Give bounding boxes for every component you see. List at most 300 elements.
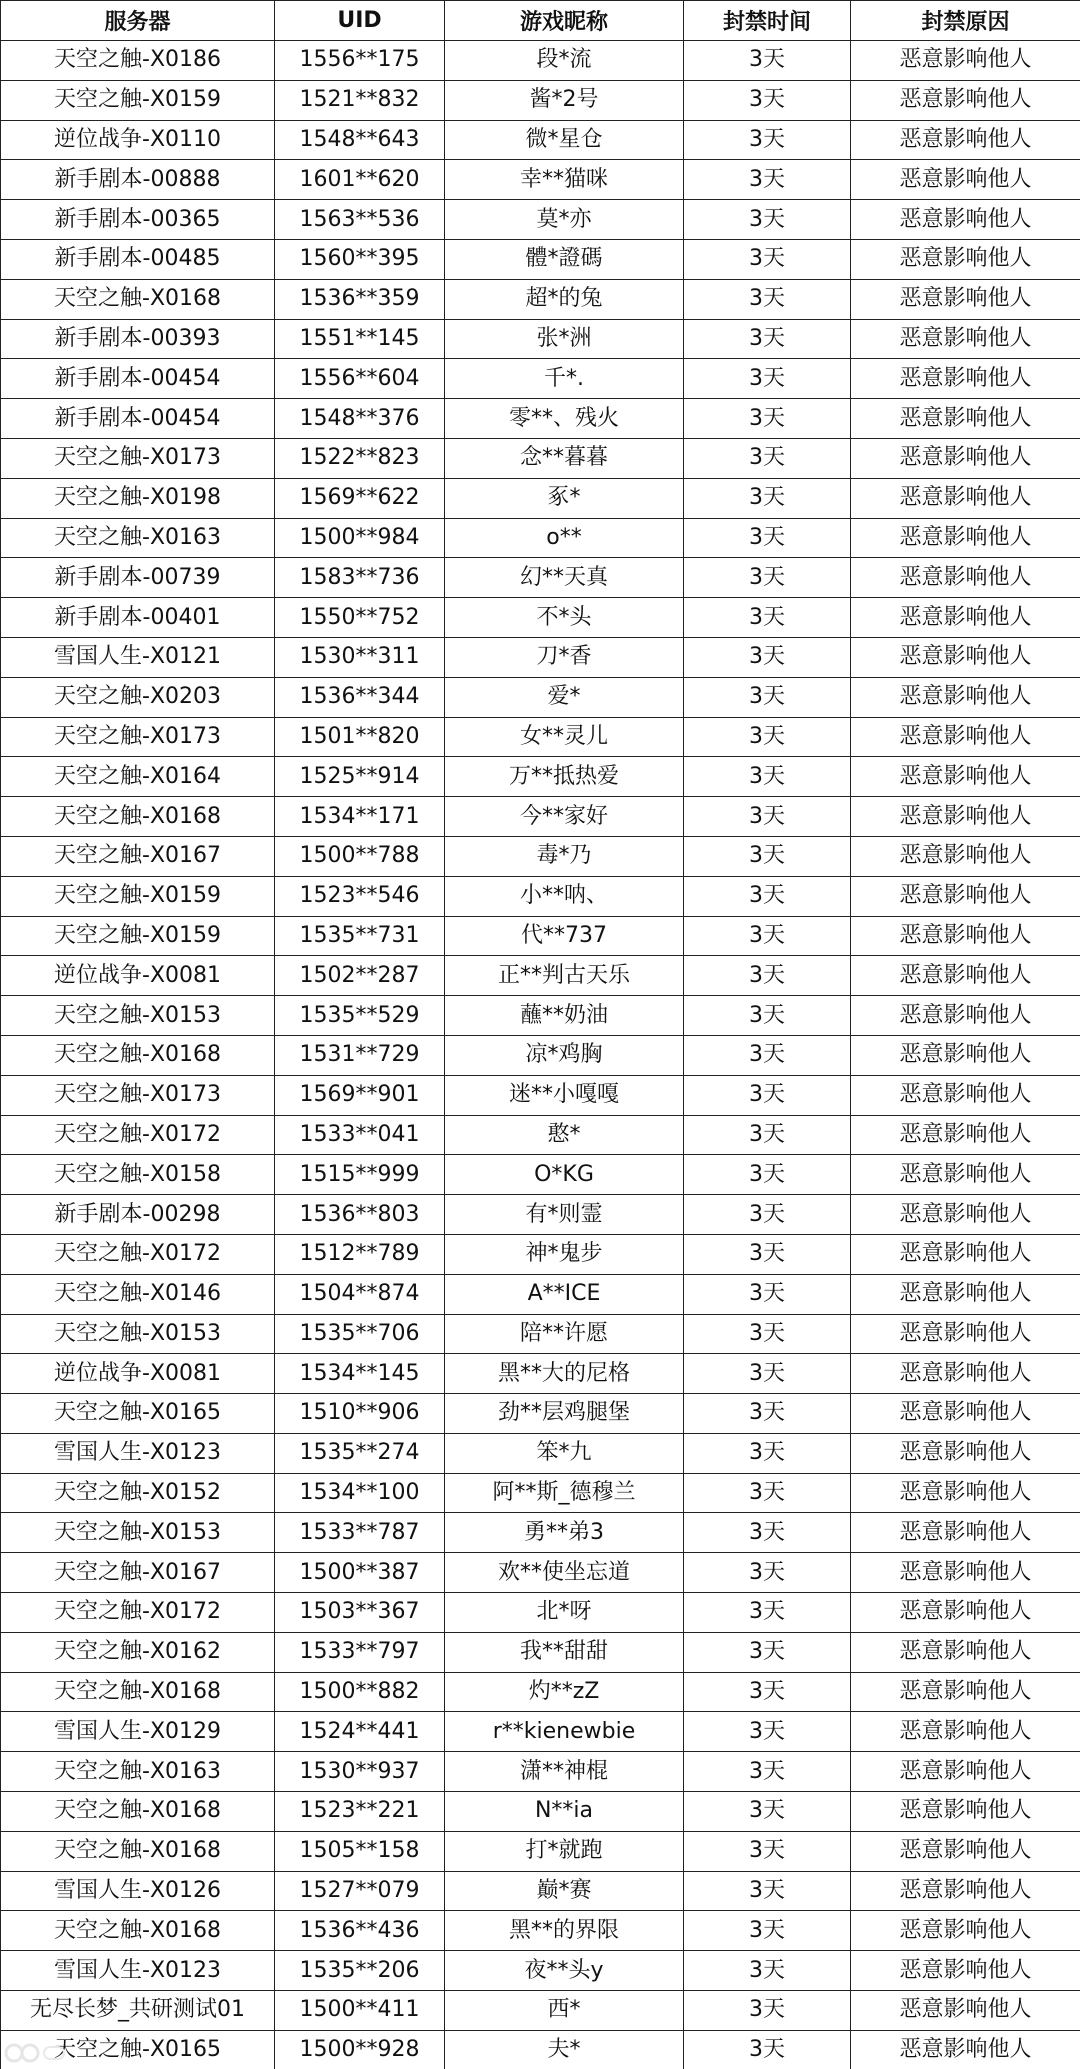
table-row: [1, 1871, 1080, 1911]
cell-ban-duration: 3天: [684, 916, 851, 956]
cell-server: 天空之触-X0164: [1, 757, 275, 797]
header-nickname: 游戏昵称: [445, 1, 684, 41]
table-row: [1, 1951, 1080, 1991]
table-row: [1, 717, 1080, 757]
cell-uid: 1556**175: [275, 41, 445, 81]
cell-ban-reason: 恶意影响他人: [851, 1075, 1080, 1115]
cell-ban-reason: 恶意影响他人: [851, 598, 1080, 638]
cell-ban-duration: 3天: [684, 80, 851, 120]
cell-uid: 1556**604: [275, 359, 445, 399]
table-row: [1, 598, 1080, 638]
table-row: [1, 1513, 1080, 1553]
cell-ban-duration: 3天: [684, 279, 851, 319]
cell-nickname: O*KG: [445, 1155, 684, 1195]
table-row: [1, 677, 1080, 717]
cell-ban-duration: 3天: [684, 2030, 851, 2069]
cell-server: 天空之触-X0173: [1, 438, 275, 478]
cell-ban-duration: 3天: [684, 717, 851, 757]
cell-nickname: 万**抵热爱: [445, 757, 684, 797]
cell-server: 新手剧本-00298: [1, 1195, 275, 1235]
cell-server: 天空之触-X0168: [1, 1911, 275, 1951]
cell-server: 天空之触-X0153: [1, 996, 275, 1036]
cell-nickname: 凉*鸡胸: [445, 1035, 684, 1075]
cell-server: 逆位战争-X0081: [1, 956, 275, 996]
cell-ban-reason: 恶意影响他人: [851, 996, 1080, 1036]
cell-server: 天空之触-X0159: [1, 916, 275, 956]
cell-nickname: 我**甜甜: [445, 1632, 684, 1672]
cell-ban-duration: 3天: [684, 558, 851, 598]
cell-uid: 1512**789: [275, 1234, 445, 1274]
cell-nickname: 刀*香: [445, 637, 684, 677]
cell-ban-reason: 恶意影响他人: [851, 438, 1080, 478]
cell-ban-duration: 3天: [684, 1354, 851, 1394]
cell-ban-reason: 恶意影响他人: [851, 1712, 1080, 1752]
cell-nickname: 笨*九: [445, 1433, 684, 1473]
cell-uid: 1536**359: [275, 279, 445, 319]
cell-uid: 1535**206: [275, 1951, 445, 1991]
table-row: [1, 279, 1080, 319]
cell-server: 天空之触-X0186: [1, 41, 275, 81]
cell-server: 新手剧本-00454: [1, 359, 275, 399]
cell-server: 天空之触-X0172: [1, 1593, 275, 1633]
cell-server: 天空之触-X0168: [1, 1792, 275, 1832]
cell-ban-reason: 恶意影响他人: [851, 1632, 1080, 1672]
cell-ban-reason: 恶意影响他人: [851, 2030, 1080, 2069]
cell-ban-duration: 3天: [684, 120, 851, 160]
table-row: [1, 399, 1080, 439]
cell-uid: 1534**145: [275, 1354, 445, 1394]
cell-uid: 1548**376: [275, 399, 445, 439]
cell-ban-reason: 恶意影响他人: [851, 1394, 1080, 1434]
cell-ban-reason: 恶意影响他人: [851, 1473, 1080, 1513]
cell-ban-reason: 恶意影响他人: [851, 1991, 1080, 2031]
cell-ban-duration: 3天: [684, 1433, 851, 1473]
table-row: [1, 41, 1080, 81]
cell-uid: 1500**411: [275, 1991, 445, 2031]
cell-uid: 1569**622: [275, 478, 445, 518]
cell-server: 天空之触-X0158: [1, 1155, 275, 1195]
cell-ban-reason: 恶意影响他人: [851, 160, 1080, 200]
cell-ban-reason: 恶意影响他人: [851, 478, 1080, 518]
cell-server: 天空之触-X0163: [1, 518, 275, 558]
cell-ban-duration: 3天: [684, 1075, 851, 1115]
cell-server: 天空之触-X0167: [1, 836, 275, 876]
cell-ban-duration: 3天: [684, 797, 851, 837]
cell-uid: 1501**820: [275, 717, 445, 757]
cell-ban-reason: 恶意影响他人: [851, 359, 1080, 399]
cell-uid: 1530**937: [275, 1752, 445, 1792]
cell-uid: 1500**984: [275, 518, 445, 558]
cell-server: 逆位战争-X0081: [1, 1354, 275, 1394]
table-row: [1, 956, 1080, 996]
cell-server: 天空之触-X0168: [1, 279, 275, 319]
cell-ban-reason: 恶意影响他人: [851, 1831, 1080, 1871]
cell-uid: 1500**387: [275, 1553, 445, 1593]
cell-server: 新手剧本-00393: [1, 319, 275, 359]
cell-nickname: 夫*: [445, 2030, 684, 2069]
table-row: [1, 1035, 1080, 1075]
cell-nickname: 今**家好: [445, 797, 684, 837]
cell-uid: 1522**823: [275, 438, 445, 478]
cell-uid: 1563**536: [275, 200, 445, 240]
cell-uid: 1536**803: [275, 1195, 445, 1235]
cell-ban-reason: 恶意影响他人: [851, 1752, 1080, 1792]
cell-ban-reason: 恶意影响他人: [851, 1354, 1080, 1394]
cell-ban-reason: 恶意影响他人: [851, 239, 1080, 279]
cell-nickname: 灼**zZ: [445, 1672, 684, 1712]
table-row: [1, 1115, 1080, 1155]
table-row: [1, 1752, 1080, 1792]
cell-nickname: 零**、残火: [445, 399, 684, 439]
cell-ban-duration: 3天: [684, 1712, 851, 1752]
table-row: [1, 1593, 1080, 1633]
cell-nickname: 豖*: [445, 478, 684, 518]
cell-uid: 1569**901: [275, 1075, 445, 1115]
cell-server: 天空之触-X0167: [1, 1553, 275, 1593]
cell-nickname: 小**呐、: [445, 876, 684, 916]
cell-nickname: 张*洲: [445, 319, 684, 359]
cell-ban-duration: 3天: [684, 160, 851, 200]
table-row: [1, 1354, 1080, 1394]
cell-ban-reason: 恶意影响他人: [851, 399, 1080, 439]
cell-uid: 1548**643: [275, 120, 445, 160]
cell-server: 雪国人生-X0126: [1, 1871, 275, 1911]
cell-uid: 1510**906: [275, 1394, 445, 1434]
table-row: [1, 996, 1080, 1036]
cell-ban-reason: 恶意影响他人: [851, 1155, 1080, 1195]
cell-nickname: 潇**神棍: [445, 1752, 684, 1792]
cell-server: 天空之触-X0159: [1, 876, 275, 916]
cell-ban-reason: 恶意影响他人: [851, 1314, 1080, 1354]
cell-nickname: 毒*乃: [445, 836, 684, 876]
cell-nickname: 念**暮暮: [445, 438, 684, 478]
cell-uid: 1533**797: [275, 1632, 445, 1672]
cell-ban-duration: 3天: [684, 637, 851, 677]
cell-ban-reason: 恶意影响他人: [851, 876, 1080, 916]
table-row: [1, 1473, 1080, 1513]
cell-nickname: 神*鬼步: [445, 1234, 684, 1274]
table-body: [1, 41, 1080, 2069]
cell-uid: 1535**731: [275, 916, 445, 956]
table-row: [1, 1632, 1080, 1672]
table-row: [1, 757, 1080, 797]
cell-uid: 1535**529: [275, 996, 445, 1036]
cell-nickname: 巅*赛: [445, 1871, 684, 1911]
cell-ban-reason: 恶意影响他人: [851, 1115, 1080, 1155]
cell-nickname: 有*则霊: [445, 1195, 684, 1235]
cell-uid: 1530**311: [275, 637, 445, 677]
cell-uid: 1521**832: [275, 80, 445, 120]
cell-ban-duration: 3天: [684, 1195, 851, 1235]
cell-ban-reason: 恶意影响他人: [851, 1951, 1080, 1991]
table-row: [1, 558, 1080, 598]
header-row: [1, 1, 1080, 41]
cell-uid: 1500**928: [275, 2030, 445, 2069]
cell-server: 天空之触-X0165: [1, 1394, 275, 1434]
cell-ban-duration: 3天: [684, 1951, 851, 1991]
table-row: [1, 637, 1080, 677]
cell-nickname: 段*流: [445, 41, 684, 81]
cell-uid: 1524**441: [275, 1712, 445, 1752]
cell-uid: 1550**752: [275, 598, 445, 638]
cell-ban-reason: 恶意影响他人: [851, 797, 1080, 837]
cell-server: 新手剧本-00401: [1, 598, 275, 638]
cell-ban-duration: 3天: [684, 478, 851, 518]
table-row: [1, 836, 1080, 876]
table-row: [1, 1274, 1080, 1314]
cell-server: 天空之触-X0172: [1, 1234, 275, 1274]
table-row: [1, 1433, 1080, 1473]
cell-ban-reason: 恶意影响他人: [851, 279, 1080, 319]
cell-uid: 1505**158: [275, 1831, 445, 1871]
cell-server: 雪国人生-X0123: [1, 1951, 275, 1991]
cell-nickname: 打*就跑: [445, 1831, 684, 1871]
cell-ban-reason: 恶意影响他人: [851, 80, 1080, 120]
cell-server: 雪国人生-X0121: [1, 637, 275, 677]
table-row: [1, 1234, 1080, 1274]
cell-server: 天空之触-X0172: [1, 1115, 275, 1155]
table-row: [1, 1394, 1080, 1434]
cell-ban-duration: 3天: [684, 518, 851, 558]
cell-server: 天空之触-X0152: [1, 1473, 275, 1513]
cell-ban-duration: 3天: [684, 677, 851, 717]
cell-ban-duration: 3天: [684, 1553, 851, 1593]
cell-nickname: 爱*: [445, 677, 684, 717]
cell-ban-duration: 3天: [684, 956, 851, 996]
table-row: [1, 1075, 1080, 1115]
cell-server: 雪国人生-X0123: [1, 1433, 275, 1473]
table-row: [1, 1712, 1080, 1752]
cell-nickname: 正**判古天乐: [445, 956, 684, 996]
cell-uid: 1536**344: [275, 677, 445, 717]
cell-uid: 1531**729: [275, 1035, 445, 1075]
table-row: [1, 1553, 1080, 1593]
table-row: [1, 1831, 1080, 1871]
cell-nickname: 北*呀: [445, 1593, 684, 1633]
cell-ban-duration: 3天: [684, 239, 851, 279]
table-row: [1, 916, 1080, 956]
table-row: [1, 518, 1080, 558]
cell-ban-reason: 恶意影响他人: [851, 41, 1080, 81]
cell-nickname: 蘸**奶油: [445, 996, 684, 1036]
cell-uid: 1583**736: [275, 558, 445, 598]
cell-nickname: 體*證碼: [445, 239, 684, 279]
table-row: [1, 1792, 1080, 1832]
cell-nickname: 莫*亦: [445, 200, 684, 240]
cell-ban-duration: 3天: [684, 836, 851, 876]
cell-ban-duration: 3天: [684, 1632, 851, 1672]
cell-ban-reason: 恶意影响他人: [851, 956, 1080, 996]
cell-nickname: A**ICE: [445, 1274, 684, 1314]
cell-ban-reason: 恶意影响他人: [851, 757, 1080, 797]
cell-ban-duration: 3天: [684, 41, 851, 81]
cell-nickname: 超*的兔: [445, 279, 684, 319]
cell-nickname: 西*: [445, 1991, 684, 2031]
cell-server: 天空之触-X0159: [1, 80, 275, 120]
table-row: [1, 120, 1080, 160]
cell-ban-duration: 3天: [684, 1234, 851, 1274]
cell-nickname: 陪**许愿: [445, 1314, 684, 1354]
cell-server: 天空之触-X0203: [1, 677, 275, 717]
cell-ban-reason: 恶意影响他人: [851, 717, 1080, 757]
cell-ban-reason: 恶意影响他人: [851, 518, 1080, 558]
cell-uid: 1500**788: [275, 836, 445, 876]
cell-server: 新手剧本-00485: [1, 239, 275, 279]
table-row: [1, 1155, 1080, 1195]
header-ban-reason: 封禁原因: [851, 1, 1080, 41]
cell-ban-duration: 3天: [684, 1314, 851, 1354]
table-row: [1, 1195, 1080, 1235]
cell-nickname: 不*头: [445, 598, 684, 638]
cell-ban-reason: 恶意影响他人: [851, 1593, 1080, 1633]
cell-ban-reason: 恶意影响他人: [851, 319, 1080, 359]
cell-nickname: 黑**的界限: [445, 1911, 684, 1951]
cell-server: 天空之触-X0153: [1, 1513, 275, 1553]
cell-uid: 1601**620: [275, 160, 445, 200]
cell-ban-reason: 恶意影响他人: [851, 200, 1080, 240]
table-row: [1, 2030, 1080, 2069]
cell-ban-duration: 3天: [684, 200, 851, 240]
cell-server: 天空之触-X0198: [1, 478, 275, 518]
cell-uid: 1525**914: [275, 757, 445, 797]
cell-ban-duration: 3天: [684, 1115, 851, 1155]
cell-ban-duration: 3天: [684, 1831, 851, 1871]
cell-ban-reason: 恶意影响他人: [851, 1274, 1080, 1314]
cell-server: 新手剧本-00365: [1, 200, 275, 240]
table-row: [1, 1991, 1080, 2031]
cell-nickname: 千*.: [445, 359, 684, 399]
cell-nickname: r**kienewbie: [445, 1712, 684, 1752]
cell-ban-reason: 恶意影响他人: [851, 1433, 1080, 1473]
cell-uid: 1533**041: [275, 1115, 445, 1155]
cell-nickname: 憨*: [445, 1115, 684, 1155]
cell-server: 天空之触-X0162: [1, 1632, 275, 1672]
cell-ban-duration: 3天: [684, 757, 851, 797]
cell-server: 雪国人生-X0129: [1, 1712, 275, 1752]
cell-server: 天空之触-X0153: [1, 1314, 275, 1354]
table-row: [1, 319, 1080, 359]
table-row: [1, 1911, 1080, 1951]
header-server: 服务器: [1, 1, 275, 41]
cell-uid: 1536**436: [275, 1911, 445, 1951]
cell-ban-duration: 3天: [684, 996, 851, 1036]
cell-ban-duration: 3天: [684, 1911, 851, 1951]
cell-uid: 1504**874: [275, 1274, 445, 1314]
cell-ban-duration: 3天: [684, 1155, 851, 1195]
cell-ban-duration: 3天: [684, 1752, 851, 1792]
cell-ban-reason: 恶意影响他人: [851, 1234, 1080, 1274]
cell-uid: 1560**395: [275, 239, 445, 279]
cell-uid: 1527**079: [275, 1871, 445, 1911]
cell-ban-reason: 恶意影响他人: [851, 1672, 1080, 1712]
cell-uid: 1502**287: [275, 956, 445, 996]
cell-ban-reason: 恶意影响他人: [851, 1513, 1080, 1553]
cell-ban-duration: 3天: [684, 1593, 851, 1633]
cell-nickname: 欢**使坐忘道: [445, 1553, 684, 1593]
cell-uid: 1523**221: [275, 1792, 445, 1832]
table-row: [1, 438, 1080, 478]
cell-server: 天空之触-X0146: [1, 1274, 275, 1314]
cell-server: 新手剧本-00888: [1, 160, 275, 200]
cell-server: 新手剧本-00739: [1, 558, 275, 598]
cell-server: 无尽长梦_共研测试01: [1, 1991, 275, 2031]
cell-ban-duration: 3天: [684, 1473, 851, 1513]
cell-server: 天空之触-X0165: [1, 2030, 275, 2069]
cell-ban-reason: 恶意影响他人: [851, 558, 1080, 598]
table-row: [1, 200, 1080, 240]
cell-ban-duration: 3天: [684, 1394, 851, 1434]
cell-ban-reason: 恶意影响他人: [851, 836, 1080, 876]
cell-nickname: 夜**头y: [445, 1951, 684, 1991]
cell-server: 逆位战争-X0110: [1, 120, 275, 160]
cell-server: 天空之触-X0168: [1, 1831, 275, 1871]
cell-ban-reason: 恶意影响他人: [851, 637, 1080, 677]
cell-nickname: 阿**斯_德穆兰: [445, 1473, 684, 1513]
cell-ban-duration: 3天: [684, 1672, 851, 1712]
cell-uid: 1503**367: [275, 1593, 445, 1633]
table-header: [1, 1, 1080, 41]
cell-ban-reason: 恶意影响他人: [851, 677, 1080, 717]
cell-uid: 1500**882: [275, 1672, 445, 1712]
cell-ban-reason: 恶意影响他人: [851, 916, 1080, 956]
cell-ban-duration: 3天: [684, 1035, 851, 1075]
cell-nickname: 幻**天真: [445, 558, 684, 598]
cell-uid: 1535**274: [275, 1433, 445, 1473]
cell-ban-duration: 3天: [684, 319, 851, 359]
cell-uid: 1551**145: [275, 319, 445, 359]
cell-server: 天空之触-X0168: [1, 797, 275, 837]
cell-nickname: 酱*2号: [445, 80, 684, 120]
header-ban-duration: 封禁时间: [684, 1, 851, 41]
table-row: [1, 1314, 1080, 1354]
cell-ban-duration: 3天: [684, 1513, 851, 1553]
cell-server: 天空之触-X0168: [1, 1672, 275, 1712]
cell-nickname: 女**灵儿: [445, 717, 684, 757]
cell-server: 新手剧本-00454: [1, 399, 275, 439]
table-row: [1, 478, 1080, 518]
cell-nickname: 幸**猫咪: [445, 160, 684, 200]
cell-server: 天空之触-X0173: [1, 717, 275, 757]
cell-nickname: o**: [445, 518, 684, 558]
cell-ban-reason: 恶意影响他人: [851, 1792, 1080, 1832]
table-row: [1, 160, 1080, 200]
cell-ban-duration: 3天: [684, 1991, 851, 2031]
cell-ban-duration: 3天: [684, 598, 851, 638]
header-uid: UID: [275, 1, 445, 41]
table-row: [1, 80, 1080, 120]
cell-uid: 1523**546: [275, 876, 445, 916]
cell-server: 天空之触-X0168: [1, 1035, 275, 1075]
cell-nickname: 黑**大的尼格: [445, 1354, 684, 1394]
cell-ban-duration: 3天: [684, 359, 851, 399]
cell-ban-reason: 恶意影响他人: [851, 1035, 1080, 1075]
cell-ban-reason: 恶意影响他人: [851, 1195, 1080, 1235]
table-row: [1, 797, 1080, 837]
cell-uid: 1535**706: [275, 1314, 445, 1354]
cell-nickname: N**ia: [445, 1792, 684, 1832]
cell-ban-reason: 恶意影响他人: [851, 120, 1080, 160]
cell-uid: 1515**999: [275, 1155, 445, 1195]
table-row: [1, 876, 1080, 916]
cell-ban-reason: 恶意影响他人: [851, 1871, 1080, 1911]
cell-ban-duration: 3天: [684, 1274, 851, 1314]
cell-nickname: 劲**层鸡腿堡: [445, 1394, 684, 1434]
table-row: [1, 239, 1080, 279]
cell-ban-reason: 恶意影响他人: [851, 1911, 1080, 1951]
cell-server: 天空之触-X0163: [1, 1752, 275, 1792]
cell-ban-duration: 3天: [684, 1871, 851, 1911]
cell-ban-reason: 恶意影响他人: [851, 1553, 1080, 1593]
